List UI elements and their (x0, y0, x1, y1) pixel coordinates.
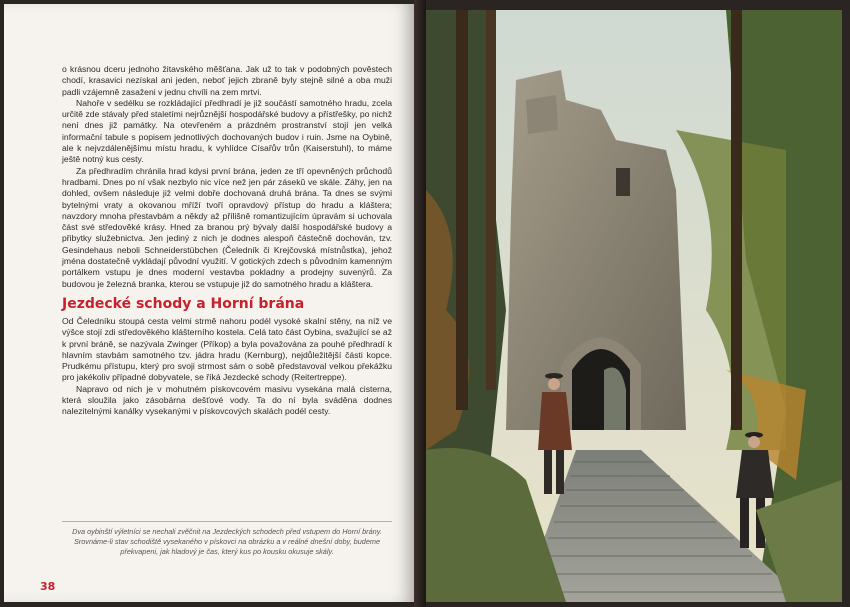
tree-trunk (486, 10, 496, 390)
castle-gate-illustration (426, 10, 842, 602)
right-page-photo (426, 10, 842, 602)
paragraph-4: Od Čeledníku stoupá cesta velmi strmě nahoru podél vysoké skalní stěny, na níž ve výšce stojí zdi středověkého klášterního kostela. Celá tato část Oybina, svažující se až k první bráně, se nazývala Zwinger (Příkop) a byla považována za pouhé předhradí k hlavním stavbám samotného tzv. jádra hradu (Kernburg), nejdůležitější části kopce. Prudkému přístupu, který pro svoji strmost sám o sobě představoval velkou překážku pro jakékoliv případné dobyvatele, se říká Jezdecké schody (Reitertreppe). (62, 315, 392, 383)
book-gutter (414, 0, 426, 607)
wall-stone (526, 95, 558, 134)
castle-window (616, 168, 630, 196)
left-page (4, 4, 414, 602)
tree-trunk (456, 10, 468, 410)
caption-divider (62, 521, 392, 522)
paragraph-5: Napravo od nich je v mohutném pískovcovém masivu vysekána malá cisterna, která sloužila jako zásobárna dešťové vody. Ta do ní byla sváděna dodnes nalezitelnými kanálky vysekanými v pískovcových skalách podél cesty. (62, 383, 392, 417)
section-heading: Jezdecké schody a Horní brána (62, 295, 305, 312)
paragraph-1: o krásnou dceru jednoho žitavského měšťana. Jak už to tak v podobných pověstech chodí, krasavici nezískal ani jeden, neboť jejich zbraně byly stejně silné a oba muži padli vzájemně zasaženi v jednu chvíli na zem mrtvi. (62, 64, 392, 97)
paragraph-2: Nahoře v sedélku se rozkládající předhradí je již součástí samotného hradu, zcela určitě zde stávaly před staletími nejrůznější hospodářské budovy a přístřešky, po nichž není dnes již památky. Na otevřeném a prázdném prostranství stojí jen velká informační tabule s popisem jednotlivých dochovaných budov i ruin. Jsme na Oybině, ale k nejvzdálenějšímu místu hradu, k vyhlídce Císařův trůn (Kaiserstuhl), to máme ještě notný kus cesty. (62, 97, 392, 165)
tree-trunk (731, 10, 742, 430)
page-number: 38 (40, 580, 56, 593)
body-text (62, 64, 392, 418)
figure-caption: Dva oybinští výletníci se nechali zvěčnit na Jezdeckých schodech před vstupem do Horní brány. Srovnáme-li stav schodiště vysekaného v pískovci na obrázku a v reálné dnešní doby, budeme překvapeni, jak hladový je čas, který kus po kousku okusuje skály. (72, 527, 382, 556)
paragraph-3: Za předhradím chránila hrad kdysi první brána, jeden ze tří opevněných průchodů hradbami. Dnes po ní však nezbylo nic více než jen pár zásekŭ ve skále. Záhy, jen na dohled, ovšem následuje již velmi dobře dochovaná druhá brána. Ta dnes se svými bytelnými vraty a okovanou mříží tvoří opravdový přístup do hradu a kláštera; navzdory mnoha přestavbám a někdy až přílišně romantizujícím úpravám si uchovala část své středověké krásy. Hned za branou prý bývaly další hospodářské budovy a přibytky služebnictva. Jen jediný z nich je dodnes alespoň částečně dochován, tzv. Gesindehaus neboli Schneiderstübchen (Čeledník či Krejčovská místnůstka), jehož jména dostatečně vykládají původní využití. V gotických zdech s původním kamenným portálkem vstupu je dnes moderní vestavba pokladny a prodejny suvenýrů. Za budovou je železná branka, kterou se vstupuje již do samotného hradu a kláštera. (62, 165, 392, 289)
